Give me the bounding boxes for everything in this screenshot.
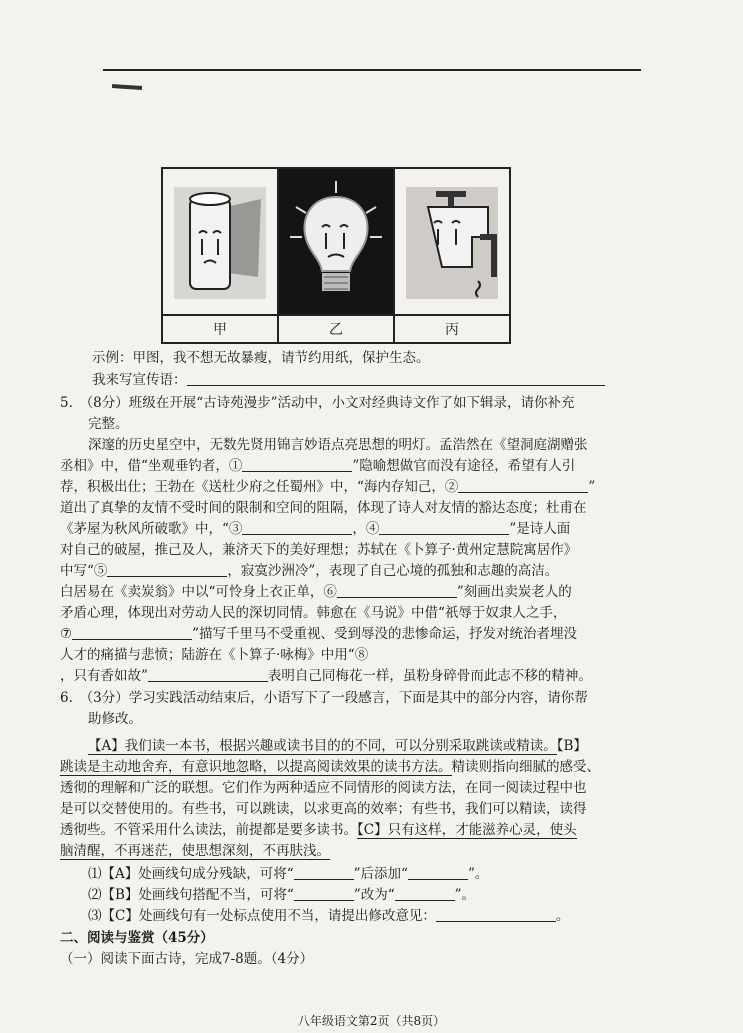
pen-mark	[112, 84, 142, 90]
q6-block: 6. （3分）学习实践活动结束后，小语写下了一段感言，下面是其中的部分内容，请你帮 助修改。 【A】我们读一本书，根据兴趣或读书目的的不同，可以分别采取跳读或精读。【B】 跳读是主动地舍弃，有意识地忽略，以提高阅读效果的读书方法。精读则指向细腻的感受、 透彻的理解和广泛的联想。它们作为两种适应不同情形的阅读方法，在同一阅读过程中也 是可以交替使用的。有些书，可以跳读，以求更高的效率；有些书，我们可以精读，读得 透彻些。不管采用什么读法，前提都是要多读书。【C】只有这样，才能滋养心灵，使头 脑清醒，不再迷茫，使思想深刻，不再肤浅。 ⑴【A】处画线句成分残缺，可将“ ”后添加“ ”。 ⑵【B】处画线句搭配不当，可将“ ”改为“ ”。 ⑶【C】处画线句有一处标点使用不当，请提出修改意见： 。	[60, 690, 600, 924]
crying-faucet-icon	[398, 177, 506, 307]
blank-5[interactable]	[107, 562, 227, 577]
blank-7[interactable]	[72, 625, 192, 640]
q5-block: 5. （8分）班级在开展“古诗苑漫步”活动中，小文对经典诗文作了如下辑录，请你补充 完整。 深邃的历史星空中，无数先贤用锦言妙语点亮思想的明灯。孟浩然在《望洞庭湖赠张 丞相》中，借“坐观垂钓者，① ”隐喻想做官而没有途径，希望有人引 荐，积极出仕；王勃在《送杜少府之任蜀州》中，“海内存知己，② ” 道出了真挚的友情不受时间的限制和空间的阻隔，体现了诗人对友情的豁达态度；杜甫在 《茅屋为秋风所破歌》中，“③ ，④ ”是诗人面 对自己的破屋，推己及人，兼济天下的美好理想；苏轼在《卜算子·黄州定慧院寓居作》 中写“⑤ ，寂寞沙洲冷”，表现了自己心境的孤独和志趣的高洁。 白居易在《卖炭翁》中以“可怜身上衣正单，⑥ ”刻画出卖炭老人的 矛盾心理，体现出对劳动人民的深切同情。韩愈在《马说》中借“祇辱于奴隶人之手， ⑦ ”描写千里马不受重视、受到辱没的悲惨命运，抒发对统治者埋没 人才的痛描与悲愤；陆游在《卜算子·咏梅》中用“⑧ ，只有香如故” 表明自己同梅花一样，虽粉身碎骨而此志不移的精神。	[60, 395, 596, 684]
q6-s1-blank-a[interactable]	[294, 865, 354, 880]
q6-s2-blank-a[interactable]	[294, 886, 354, 901]
section-2-title: 二、阅读与鉴赏（45分）	[60, 930, 214, 946]
image-panels	[161, 167, 511, 344]
blank-4[interactable]	[379, 520, 509, 535]
q6-s3-blank[interactable]	[436, 907, 556, 922]
blank-2[interactable]	[458, 478, 588, 493]
panel-bing	[395, 169, 509, 342]
q6-s1-blank-b[interactable]	[408, 865, 468, 880]
panel-label-yi: 乙	[329, 322, 343, 338]
page-footer: 八年级语文第2页（共8页）	[297, 1014, 446, 1028]
slogan-answer-line[interactable]	[187, 371, 605, 386]
panel-yi	[279, 169, 395, 342]
panel-label-jia: 甲	[213, 322, 227, 338]
q6-s2-blank-b[interactable]	[395, 886, 455, 901]
blank-8[interactable]	[148, 667, 268, 682]
section-2-1-title: （一）阅读下面古诗，完成7-8题。（4分）	[60, 951, 314, 967]
panel-jia	[163, 169, 279, 342]
blank-6[interactable]	[337, 583, 457, 598]
slogan-prompt: 我来写宣传语：	[92, 370, 652, 391]
blank-3[interactable]	[242, 520, 352, 535]
crying-light-bulb-icon	[282, 177, 390, 307]
header-rule	[103, 69, 641, 71]
example-text: 示例：甲图，我不想无故暴瘦，请节约用纸，保护生态。	[92, 350, 430, 366]
blank-1[interactable]	[242, 457, 352, 472]
crying-paper-roll-icon	[166, 177, 274, 307]
panel-label-bing: 丙	[445, 322, 459, 338]
